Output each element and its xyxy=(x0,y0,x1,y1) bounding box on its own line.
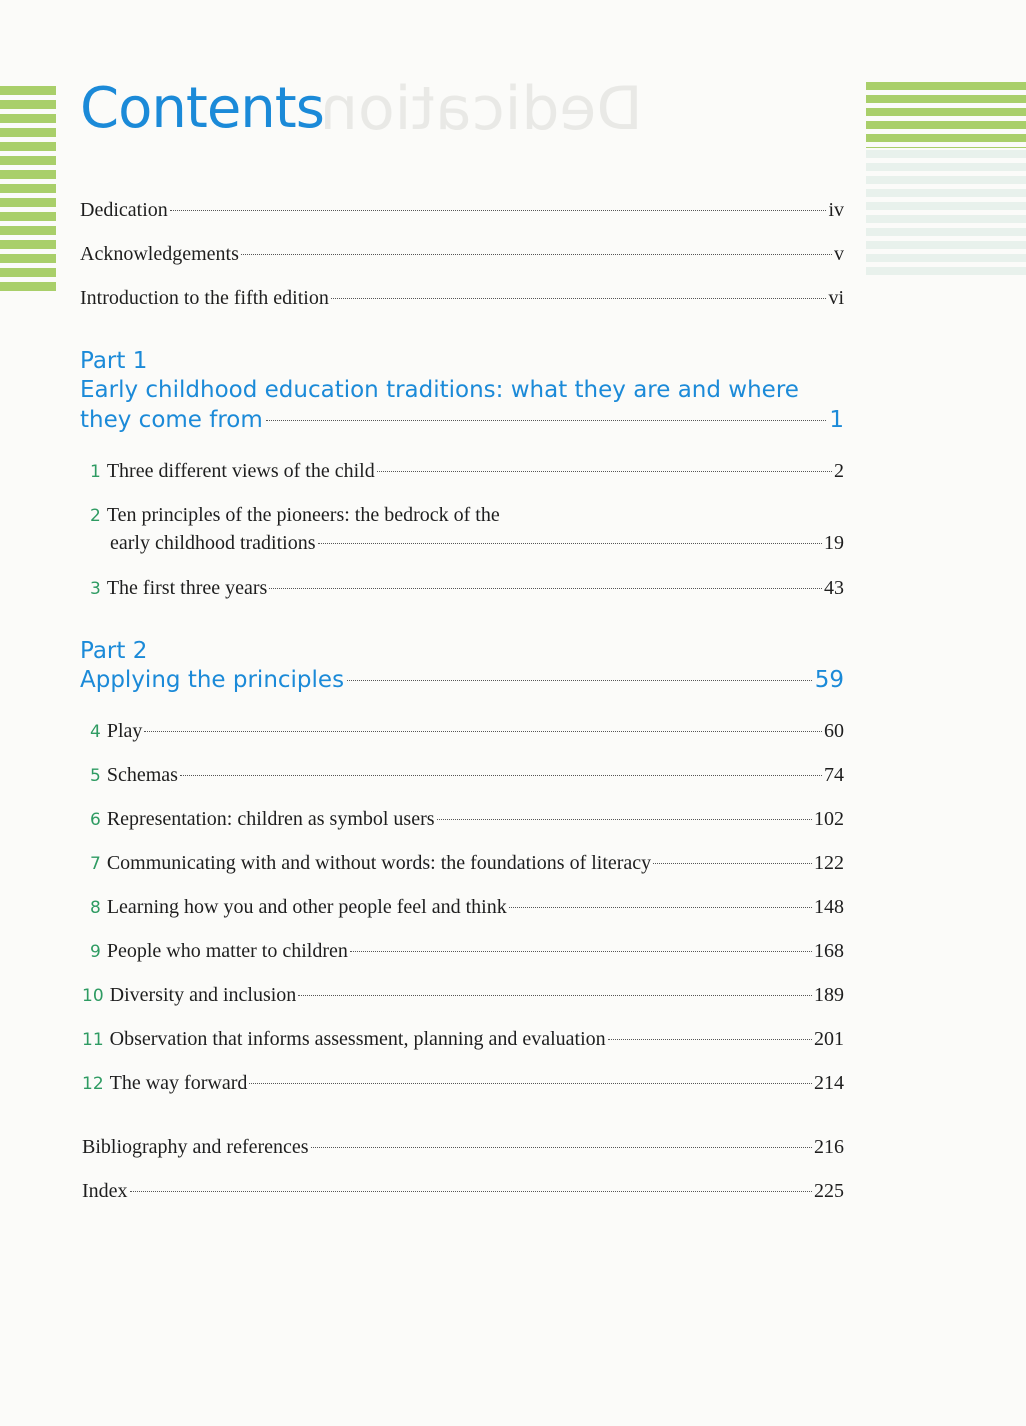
entry-title: Bibliography and references xyxy=(82,1136,309,1158)
leader-dots xyxy=(298,995,812,996)
toc-chapter-10[interactable] xyxy=(82,983,844,1008)
chapter-title: People who matter to children xyxy=(106,940,348,962)
chapter-title: The way forward xyxy=(109,1072,248,1094)
leader-dots xyxy=(331,298,827,299)
part-1-title-line1[interactable]: Early childhood education traditions: what they are and where xyxy=(80,377,799,403)
leader-dots xyxy=(318,543,822,544)
toc-chapter-11[interactable] xyxy=(82,1027,844,1052)
chapter-number: 3 xyxy=(90,579,101,599)
chapter-page: 189 xyxy=(814,984,844,1006)
leader-dots xyxy=(377,471,832,472)
part-1-title-line2: they come from xyxy=(80,407,263,433)
leader-dots xyxy=(311,1147,812,1148)
chapter-title: The first three years xyxy=(106,577,268,599)
toc-chapter-1[interactable] xyxy=(90,459,844,484)
chapter-title: Communicating with and without words: the foundations of literacy xyxy=(106,852,652,874)
chapter-page: 43 xyxy=(824,577,844,599)
leader-dots xyxy=(653,863,812,864)
entry-title: Introduction to the fifth edition xyxy=(80,287,329,309)
chapter-title-line1: Ten principles of the pioneers: the bedrock of the xyxy=(106,504,500,526)
leader-dots xyxy=(144,731,822,732)
chapter-page: 201 xyxy=(814,1028,844,1050)
chapter-number: 9 xyxy=(90,942,101,962)
chapter-page: 19 xyxy=(824,532,844,554)
toc-chapter-8[interactable] xyxy=(90,895,844,920)
show-through-title: Dedication xyxy=(320,74,643,144)
chapter-page: 74 xyxy=(824,764,844,786)
chapter-title: Representation: children as symbol users xyxy=(106,808,435,830)
entry-page: vi xyxy=(828,287,844,309)
leader-dots xyxy=(266,420,827,421)
leader-dots xyxy=(130,1191,812,1192)
toc-chapter-2-line1[interactable] xyxy=(90,503,844,528)
chapter-title: Play xyxy=(106,720,143,742)
chapter-number: 1 xyxy=(90,462,101,482)
chapter-page: 122 xyxy=(814,852,844,874)
leader-dots xyxy=(509,907,812,908)
leader-dots xyxy=(608,1039,812,1040)
chapter-title: Three different views of the child xyxy=(106,460,375,482)
entry-title: Dedication xyxy=(80,199,168,221)
toc-chapter-7[interactable] xyxy=(90,851,844,876)
chapter-title: Schemas xyxy=(106,764,178,786)
toc-chapter-4[interactable] xyxy=(90,719,844,744)
toc-chapter-2-line2[interactable] xyxy=(90,531,844,555)
chapter-page: 214 xyxy=(814,1072,844,1094)
entry-page: iv xyxy=(828,199,844,221)
chapter-page: 168 xyxy=(814,940,844,962)
part-2-title: Applying the principles xyxy=(80,667,345,693)
leader-dots xyxy=(350,951,812,952)
toc-entry-index[interactable] xyxy=(82,1179,844,1203)
leader-dots xyxy=(249,1083,812,1084)
chapter-page: 148 xyxy=(814,896,844,918)
part-1-label: Part 1 xyxy=(80,348,148,374)
chapter-number: 4 xyxy=(90,722,101,742)
toc-chapter-6[interactable] xyxy=(90,807,844,832)
entry-page: v xyxy=(834,243,844,265)
part-1-page: 1 xyxy=(829,407,844,433)
page-title: Contents xyxy=(80,76,324,141)
entry-page: 216 xyxy=(814,1136,844,1158)
leader-dots xyxy=(180,775,822,776)
toc-entry-dedication[interactable] xyxy=(80,198,844,222)
chapter-page: 60 xyxy=(824,720,844,742)
chapter-number: 7 xyxy=(90,854,101,874)
chapter-title-line2: early childhood traditions xyxy=(110,532,316,554)
chapter-title: Diversity and inclusion xyxy=(109,984,297,1006)
chapter-page: 102 xyxy=(814,808,844,830)
part-2-label: Part 2 xyxy=(80,638,148,664)
left-decorative-stripes xyxy=(0,86,56,292)
chapter-number: 2 xyxy=(90,506,101,526)
chapter-number: 11 xyxy=(82,1030,104,1050)
chapter-number: 5 xyxy=(90,766,101,786)
chapter-title: Learning how you and other people feel and think xyxy=(106,896,507,918)
toc-chapter-9[interactable] xyxy=(90,939,844,964)
right-faint-stripes xyxy=(866,150,1026,276)
chapter-title: Observation that informs assessment, planning and evaluation xyxy=(109,1028,606,1050)
toc-entry-introduction[interactable] xyxy=(80,286,844,310)
chapter-number: 6 xyxy=(90,810,101,830)
toc-entry-bibliography[interactable] xyxy=(82,1135,844,1159)
part-1-title-row[interactable] xyxy=(80,405,844,435)
chapter-number: 10 xyxy=(82,986,104,1006)
leader-dots xyxy=(269,588,822,589)
leader-dots xyxy=(241,254,832,255)
leader-dots xyxy=(170,210,827,211)
leader-dots xyxy=(437,819,812,820)
entry-title: Index xyxy=(82,1180,128,1202)
entry-page: 225 xyxy=(814,1180,844,1202)
part-2-page: 59 xyxy=(814,667,844,693)
right-decorative-stripes xyxy=(866,82,1026,148)
toc-chapter-12[interactable] xyxy=(82,1071,844,1096)
leader-dots xyxy=(347,680,812,681)
toc-entry-acknowledgements[interactable] xyxy=(80,242,844,266)
toc-chapter-3[interactable] xyxy=(90,576,844,601)
part-2-title-row[interactable] xyxy=(80,665,844,695)
chapter-number: 8 xyxy=(90,898,101,918)
entry-title: Acknowledgements xyxy=(80,243,239,265)
chapter-page: 2 xyxy=(834,460,844,482)
toc-chapter-5[interactable] xyxy=(90,763,844,788)
chapter-number: 12 xyxy=(82,1074,104,1094)
